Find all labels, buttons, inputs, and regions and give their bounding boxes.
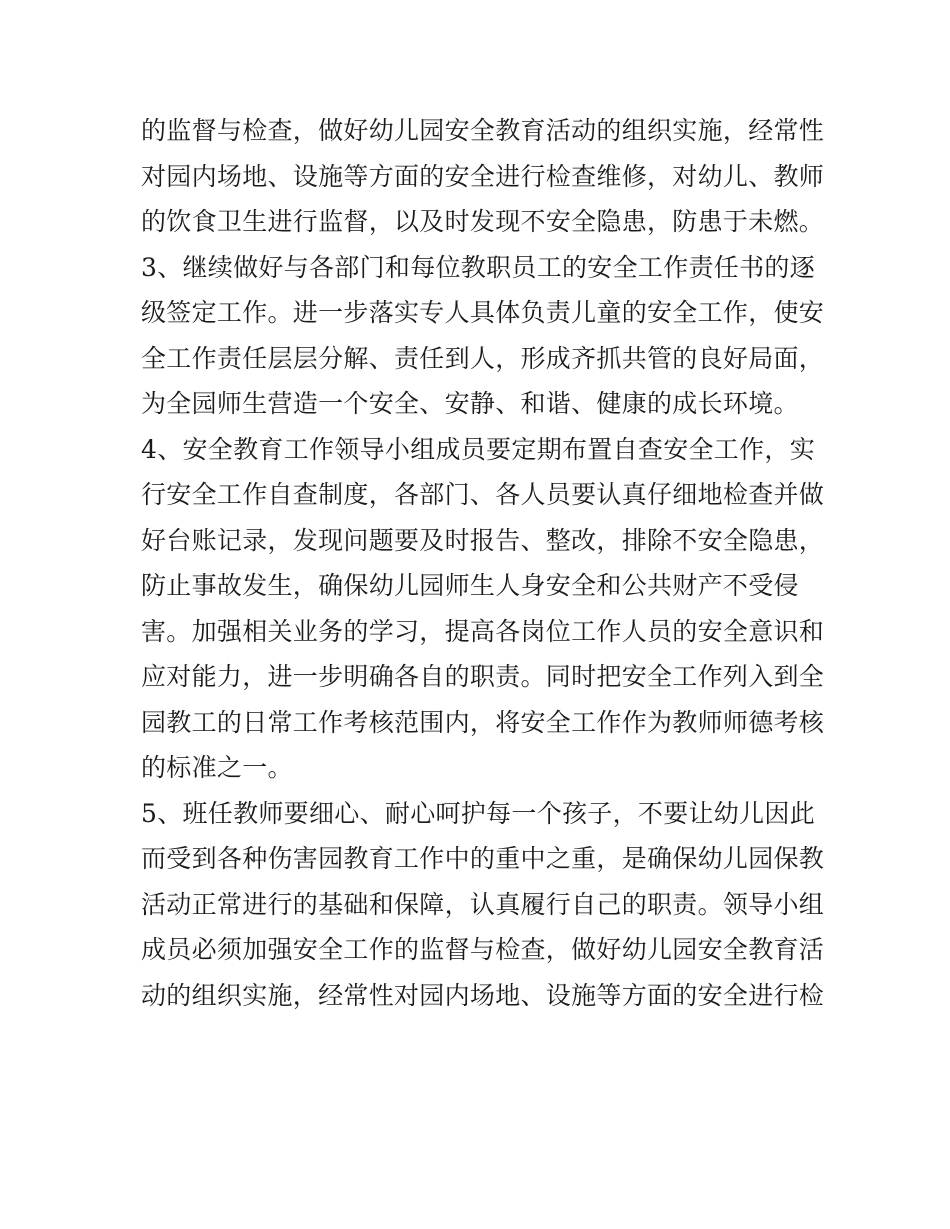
text-line: 全工作责任层层分解、责任到人，形成齐抓共管的良好局面， bbox=[141, 343, 825, 373]
text-line: 5、班任教师要细心、耐心呵护每一个孩子，不要让幼儿因此 bbox=[141, 798, 816, 828]
text-line: 3、继续做好与各部门和每位教职员工的安全工作责任书的逐 bbox=[141, 252, 816, 282]
text-line: 害。加强相关业务的学习，提高各岗位工作人员的安全意识和 bbox=[141, 616, 825, 646]
text-line: 为全园师生营造一个安全、安静、和谐、健康的成长环境。 bbox=[141, 389, 799, 418]
text-line: 的标准之一。 bbox=[141, 753, 293, 782]
text-line: 好台账记录，发现问题要及时报告、整改，排除不安全隐患， bbox=[141, 525, 825, 555]
text-line: 成员必须加强安全工作的监督与检查，做好幼儿园安全教育活 bbox=[141, 935, 825, 964]
text-line: 应对能力，进一步明确各自的职责。同时把安全工作列入到全 bbox=[141, 662, 825, 691]
text-line: 动的组织实施，经常性对园内场地、设施等方面的安全进行检 bbox=[141, 980, 825, 1010]
text-line: 防止事故发生，确保幼儿园师生人身安全和公共财产不受侵 bbox=[141, 571, 799, 600]
text-line: 活动正常进行的基础和保障，认真履行自己的职责。领导小组 bbox=[141, 889, 825, 919]
text-line: 而受到各种伤害园教育工作中的重中之重，是确保幼儿园保教 bbox=[141, 844, 825, 873]
text-line: 行安全工作自查制度，各部门、各人员要认真仔细地检查并做 bbox=[141, 480, 825, 509]
text-line: 的监督与检查，做好幼儿园安全教育活动的组织实施，经常性 bbox=[141, 116, 825, 145]
text-line: 的饮食卫生进行监督，以及时发现不安全隐患，防患于未燃。 bbox=[141, 207, 825, 236]
text-line: 对园内场地、设施等方面的安全进行检查维修，对幼儿、教师 bbox=[141, 161, 825, 191]
text-line: 4、安全教育工作领导小组成员要定期布置自查安全工作，实 bbox=[141, 434, 816, 464]
text-line: 级签定工作。进一步落实专人具体负责儿童的安全工作，使安 bbox=[141, 298, 825, 327]
text-line: 园教工的日常工作考核范围内，将安全工作作为教师师德考核 bbox=[141, 707, 825, 737]
body-text bbox=[141, 108, 825, 1018]
